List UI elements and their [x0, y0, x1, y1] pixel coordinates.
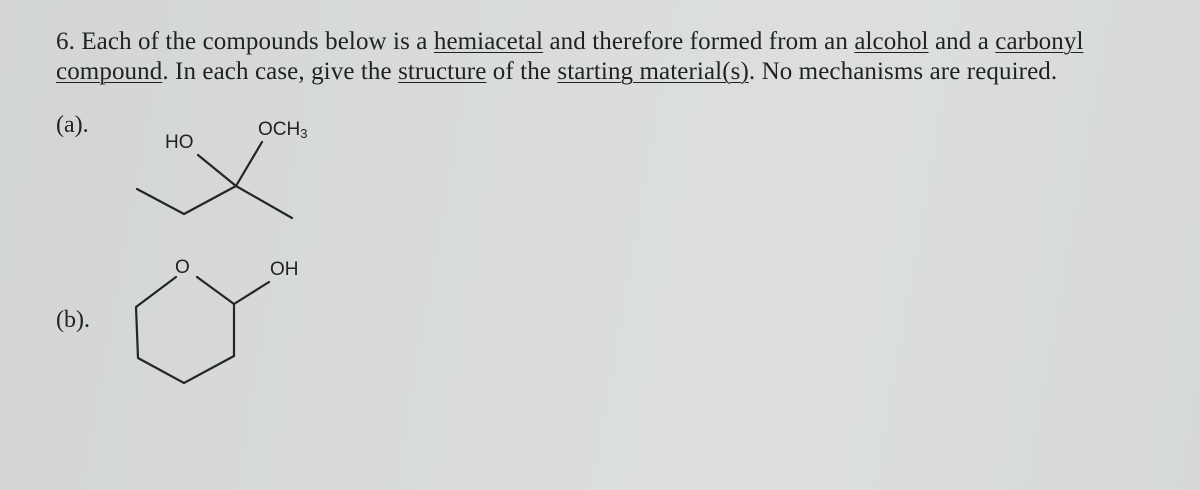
line1-segment-underlined: hemiacetal	[433, 28, 544, 55]
structure-a-bonds	[137, 142, 292, 218]
bond-a-ethyl-end	[137, 189, 184, 214]
part-b-label: (b).	[56, 307, 90, 333]
question-number: 6.	[56, 28, 75, 55]
structure-b-bonds	[136, 277, 269, 383]
line1-segment-underlined: alcohol	[854, 28, 929, 55]
line2-segment-underlined: compound	[56, 58, 163, 85]
line1-segment-underlined: carbonyl	[995, 28, 1084, 55]
bond-b-oh	[234, 282, 269, 304]
part-a-label: (a).	[56, 112, 89, 138]
line1-segment: Each of the compounds below is a	[81, 28, 434, 55]
ring-b-bonds	[136, 277, 234, 383]
line2-segment: . No mechanisms are required.	[748, 58, 1058, 85]
line2-segment-underlined: structure	[398, 58, 487, 85]
line1-segment: and therefore formed from an	[543, 28, 855, 55]
structure-a-ho-label: HO	[165, 132, 194, 153]
structure-b-oh-label: OH	[270, 259, 299, 280]
line2-segment-underlined: starting material(s)	[557, 58, 749, 85]
bond-a-ethyl-carbon	[184, 186, 236, 214]
bond-a-methyl	[236, 186, 292, 218]
line1-segment: and a	[928, 28, 996, 55]
bond-a-och3-carbon	[236, 142, 262, 186]
line2-segment: of the	[486, 58, 558, 85]
structure-b-ring-oxygen-label: O	[175, 257, 190, 278]
bond-a-ho-carbon	[198, 155, 236, 186]
structure-a-och3-label: $OCH_3$	[258, 119, 308, 141]
line2-segment: . In each case, give the	[162, 58, 399, 85]
